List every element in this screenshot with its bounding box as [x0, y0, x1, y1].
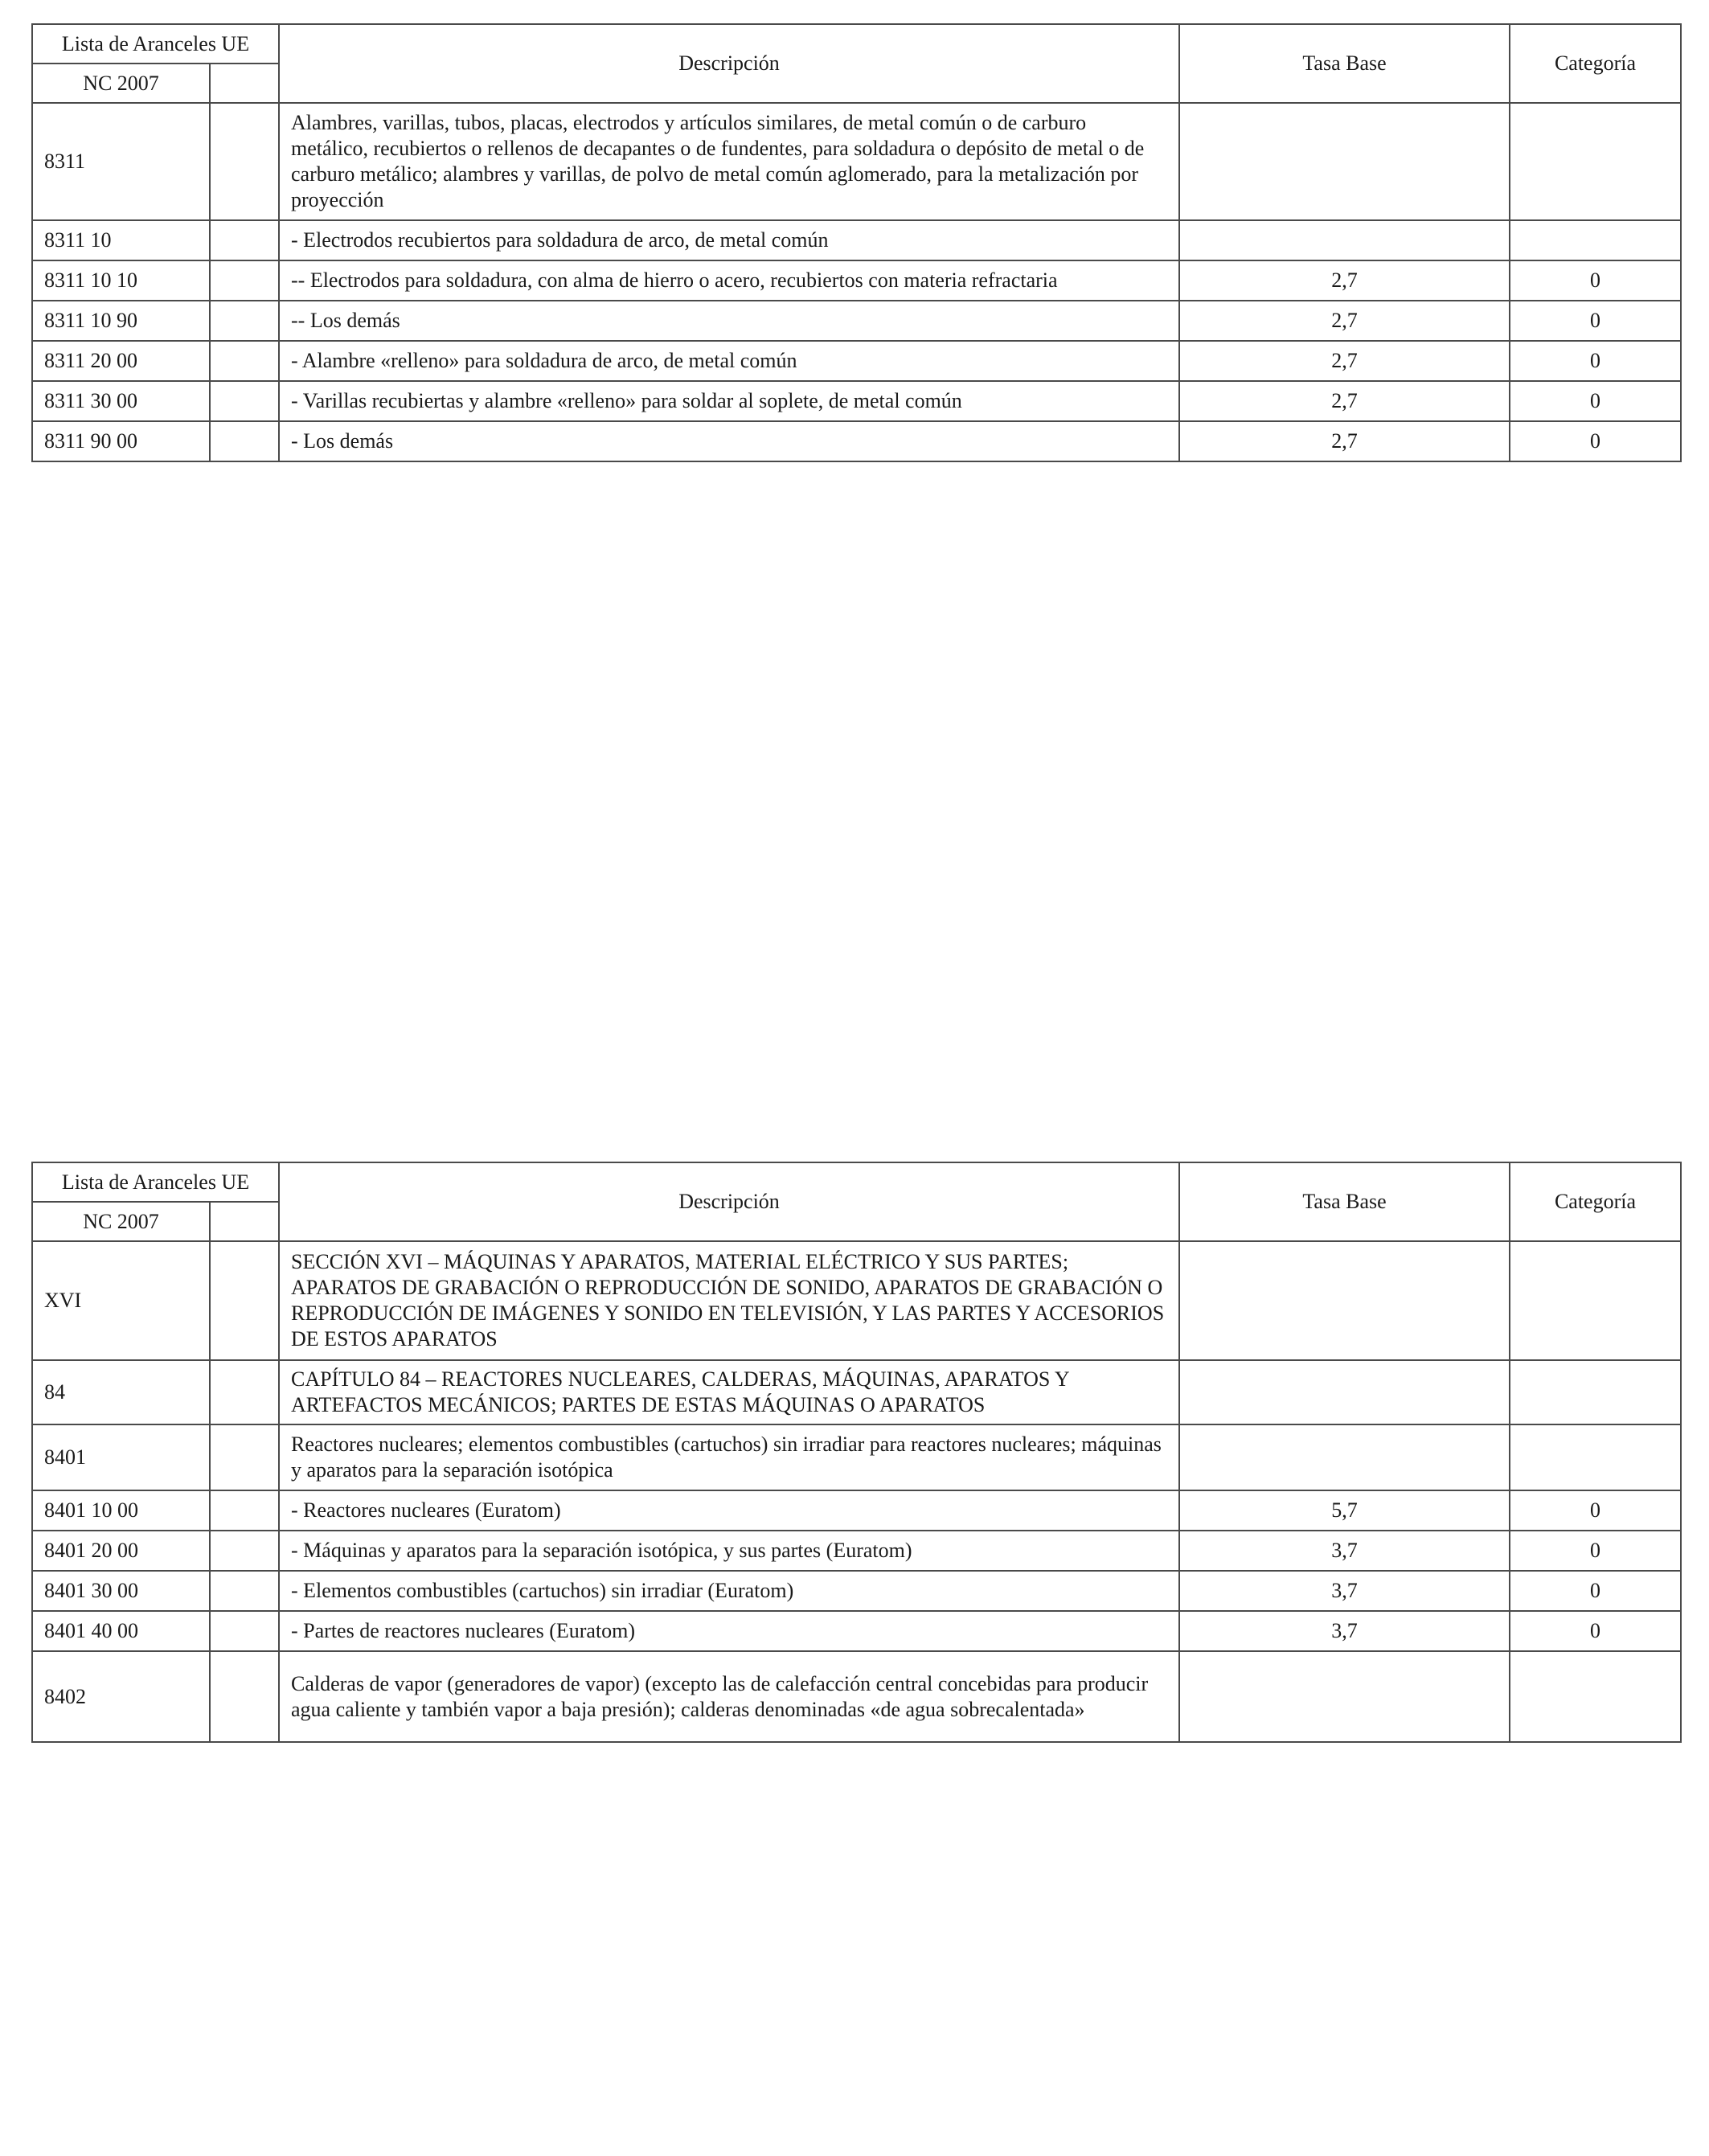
header-category: Categoría	[1510, 1162, 1681, 1241]
header-group-label: Lista de Aranceles UE	[32, 24, 279, 64]
description-cell: - Elementos combustibles (cartuchos) sin irradiar (Euratom)	[279, 1571, 1179, 1611]
code-cell: 84	[32, 1360, 210, 1424]
code-cell: 8402	[32, 1651, 210, 1742]
category-cell: 0	[1510, 301, 1681, 341]
table-row	[32, 1490, 1681, 1531]
description-cell: Reactores nucleares; elementos combustibles (cartuchos) sin irradiar para reactores nucleares; máquinas y aparatos para la separación isotópica	[279, 1424, 1179, 1490]
rate-cell	[1179, 1241, 1510, 1360]
empty-cell	[210, 260, 279, 301]
header-base-rate: Tasa Base	[1179, 1162, 1510, 1241]
empty-cell	[210, 1531, 279, 1571]
description-cell: - Varillas recubiertas y alambre «relleno» para soldar al soplete, de metal común	[279, 381, 1179, 421]
rate-cell: 2,7	[1179, 260, 1510, 301]
empty-cell	[210, 381, 279, 421]
description-cell: - Máquinas y aparatos para la separación isotópica, y sus partes (Euratom)	[279, 1531, 1179, 1571]
empty-cell	[210, 103, 279, 220]
rate-cell: 2,7	[1179, 341, 1510, 381]
table-row	[32, 421, 1681, 461]
description-cell: CAPÍTULO 84 – REACTORES NUCLEARES, CALDERAS, MÁQUINAS, APARATOS Y ARTEFACTOS MECÁNICOS; PARTES DE ESTAS MÁQUINAS O APARATOS	[279, 1360, 1179, 1424]
rate-cell: 3,7	[1179, 1571, 1510, 1611]
description-cell: -- Los demás	[279, 301, 1179, 341]
empty-cell	[210, 1611, 279, 1651]
rate-cell: 3,7	[1179, 1531, 1510, 1571]
description-cell: - Partes de reactores nucleares (Euratom)	[279, 1611, 1179, 1651]
header-empty-cell	[210, 64, 279, 103]
code-cell: 8311	[32, 103, 210, 220]
description-cell: -- Electrodos para soldadura, con alma de hierro o acero, recubiertos con materia refractaria	[279, 260, 1179, 301]
table-row	[32, 1651, 1681, 1742]
rate-cell: 5,7	[1179, 1490, 1510, 1531]
empty-cell	[210, 1241, 279, 1360]
code-cell: XVI	[32, 1241, 210, 1360]
rate-cell	[1179, 220, 1510, 260]
table-row	[32, 301, 1681, 341]
table-row	[32, 103, 1681, 220]
category-cell	[1510, 1424, 1681, 1490]
description-cell: SECCIÓN XVI – MÁQUINAS Y APARATOS, MATERIAL ELÉCTRICO Y SUS PARTES; APARATOS DE GRABACIÓN O REPRODUCCIÓN DE SONIDO, APARATOS DE GRABACIÓN O REPRODUCCIÓN DE IMÁGENES Y SONIDO EN TELEVISIÓN, Y LAS PARTES Y ACCESORIOS DE ESTOS APARATOS	[279, 1241, 1179, 1360]
header-code-label: NC 2007	[32, 64, 210, 103]
description-cell: Calderas de vapor (generadores de vapor) (excepto las de calefacción central concebidas para producir agua caliente y también vapor a baja presión); calderas denominadas «de agua sobrecalentada»	[279, 1651, 1179, 1742]
table-row	[32, 1424, 1681, 1490]
empty-cell	[210, 220, 279, 260]
header-row-top	[32, 1162, 1681, 1202]
description-cell: - Electrodos recubiertos para soldadura de arco, de metal común	[279, 220, 1179, 260]
rate-cell: 2,7	[1179, 381, 1510, 421]
empty-cell	[210, 301, 279, 341]
code-cell: 8401 30 00	[32, 1571, 210, 1611]
code-cell: 8401	[32, 1424, 210, 1490]
header-empty-cell	[210, 1202, 279, 1241]
table-row	[32, 1360, 1681, 1424]
code-cell: 8401 10 00	[32, 1490, 210, 1531]
table-row	[32, 220, 1681, 260]
code-cell: 8311 10 10	[32, 260, 210, 301]
description-cell: - Los demás	[279, 421, 1179, 461]
header-category: Categoría	[1510, 24, 1681, 103]
category-cell	[1510, 220, 1681, 260]
table-row	[32, 1571, 1681, 1611]
code-cell: 8401 40 00	[32, 1611, 210, 1651]
category-cell	[1510, 1651, 1681, 1742]
category-cell: 0	[1510, 381, 1681, 421]
table-row	[32, 1241, 1681, 1360]
empty-cell	[210, 1571, 279, 1611]
table-row	[32, 341, 1681, 381]
header-row-top	[32, 24, 1681, 64]
empty-cell	[210, 1651, 279, 1742]
empty-cell	[210, 1360, 279, 1424]
header-description: Descripción	[279, 1162, 1179, 1241]
rate-cell	[1179, 1424, 1510, 1490]
category-cell: 0	[1510, 341, 1681, 381]
category-cell: 0	[1510, 1571, 1681, 1611]
category-cell: 0	[1510, 1490, 1681, 1531]
code-cell: 8311 90 00	[32, 421, 210, 461]
code-cell: 8311 20 00	[32, 341, 210, 381]
empty-cell	[210, 1490, 279, 1531]
category-cell	[1510, 1360, 1681, 1424]
code-cell: 8311 10	[32, 220, 210, 260]
tariff-table-8311	[31, 23, 1682, 462]
table-row	[32, 381, 1681, 421]
tariff-table-section-xvi	[31, 1162, 1682, 1743]
rate-cell	[1179, 1651, 1510, 1742]
header-code-label: NC 2007	[32, 1202, 210, 1241]
description-cell: - Alambre «relleno» para soldadura de arco, de metal común	[279, 341, 1179, 381]
empty-cell	[210, 421, 279, 461]
header-description: Descripción	[279, 24, 1179, 103]
category-cell: 0	[1510, 260, 1681, 301]
category-cell: 0	[1510, 421, 1681, 461]
category-cell	[1510, 103, 1681, 220]
category-cell	[1510, 1241, 1681, 1360]
category-cell: 0	[1510, 1531, 1681, 1571]
header-group-label: Lista de Aranceles UE	[32, 1162, 279, 1202]
empty-cell	[210, 341, 279, 381]
rate-cell	[1179, 103, 1510, 220]
code-cell: 8401 20 00	[32, 1531, 210, 1571]
rate-cell	[1179, 1360, 1510, 1424]
empty-cell	[210, 1424, 279, 1490]
header-base-rate: Tasa Base	[1179, 24, 1510, 103]
rate-cell: 3,7	[1179, 1611, 1510, 1651]
category-cell: 0	[1510, 1611, 1681, 1651]
table-row	[32, 1611, 1681, 1651]
table-row	[32, 1531, 1681, 1571]
rate-cell: 2,7	[1179, 421, 1510, 461]
rate-cell: 2,7	[1179, 301, 1510, 341]
code-cell: 8311 10 90	[32, 301, 210, 341]
table-row	[32, 260, 1681, 301]
description-cell: Alambres, varillas, tubos, placas, electrodos y artículos similares, de metal común o de carburo metálico, recubiertos o rellenos de decapantes o de fundentes, para soldadura o depósito de metal o de carburo metálico; alambres y varillas, de polvo de metal común aglomerado, para la metalización por proyección	[279, 103, 1179, 220]
description-cell: - Reactores nucleares (Euratom)	[279, 1490, 1179, 1531]
code-cell: 8311 30 00	[32, 381, 210, 421]
